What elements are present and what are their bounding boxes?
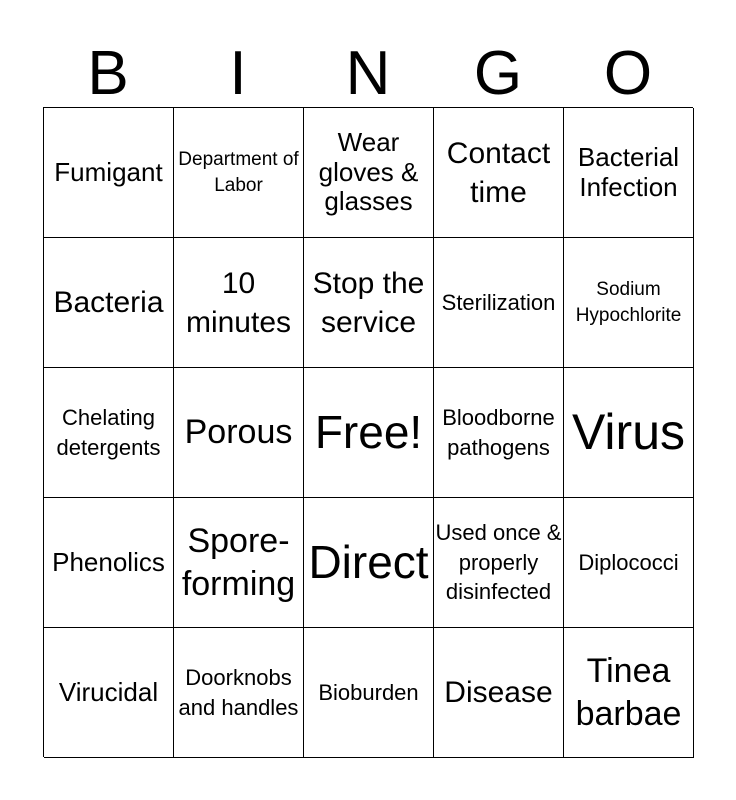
bingo-cell[interactable]: Virus: [564, 368, 694, 498]
bingo-cell[interactable]: Stop the service: [304, 238, 434, 368]
bingo-cell[interactable]: Tinea barbae: [564, 628, 694, 758]
bingo-cell[interactable]: Used once & properly disinfected: [434, 498, 564, 628]
bingo-cell[interactable]: Bacteria: [44, 238, 174, 368]
header-letter-i: I: [229, 39, 247, 108]
bingo-cell[interactable]: Bloodborne pathogens: [434, 368, 564, 498]
bingo-cell[interactable]: Fumigant: [44, 108, 174, 238]
bingo-cell[interactable]: Diplococci: [564, 498, 694, 628]
bingo-cell[interactable]: Doorknobs and handles: [174, 628, 304, 758]
bingo-header: [43, 40, 693, 108]
bingo-cell[interactable]: Contact time: [434, 108, 564, 238]
bingo-cell[interactable]: Wear gloves & glasses: [304, 108, 434, 238]
free-space-cell[interactable]: Free!: [304, 368, 434, 498]
header-letter-n: N: [345, 39, 391, 108]
bingo-cell[interactable]: Phenolics: [44, 498, 174, 628]
bingo-cell[interactable]: Sterilization: [434, 238, 564, 368]
bingo-cell[interactable]: Sodium Hypochlorite: [564, 238, 694, 368]
bingo-cell[interactable]: Direct: [304, 498, 434, 628]
bingo-cell[interactable]: Chelating detergents: [44, 368, 174, 498]
bingo-cell[interactable]: Virucidal: [44, 628, 174, 758]
header-letter-o: O: [603, 39, 653, 108]
bingo-cell[interactable]: Bioburden: [304, 628, 434, 758]
bingo-cell[interactable]: Spore-forming: [174, 498, 304, 628]
bingo-cell[interactable]: 10 minutes: [174, 238, 304, 368]
header-letter-g: G: [473, 39, 523, 108]
header-letter-b: B: [87, 39, 129, 108]
bingo-cell[interactable]: Bacterial Infection: [564, 108, 694, 238]
bingo-cell[interactable]: Porous: [174, 368, 304, 498]
bingo-cell[interactable]: Disease: [434, 628, 564, 758]
bingo-cell[interactable]: Department of Labor: [174, 108, 304, 238]
bingo-grid: [43, 107, 693, 757]
